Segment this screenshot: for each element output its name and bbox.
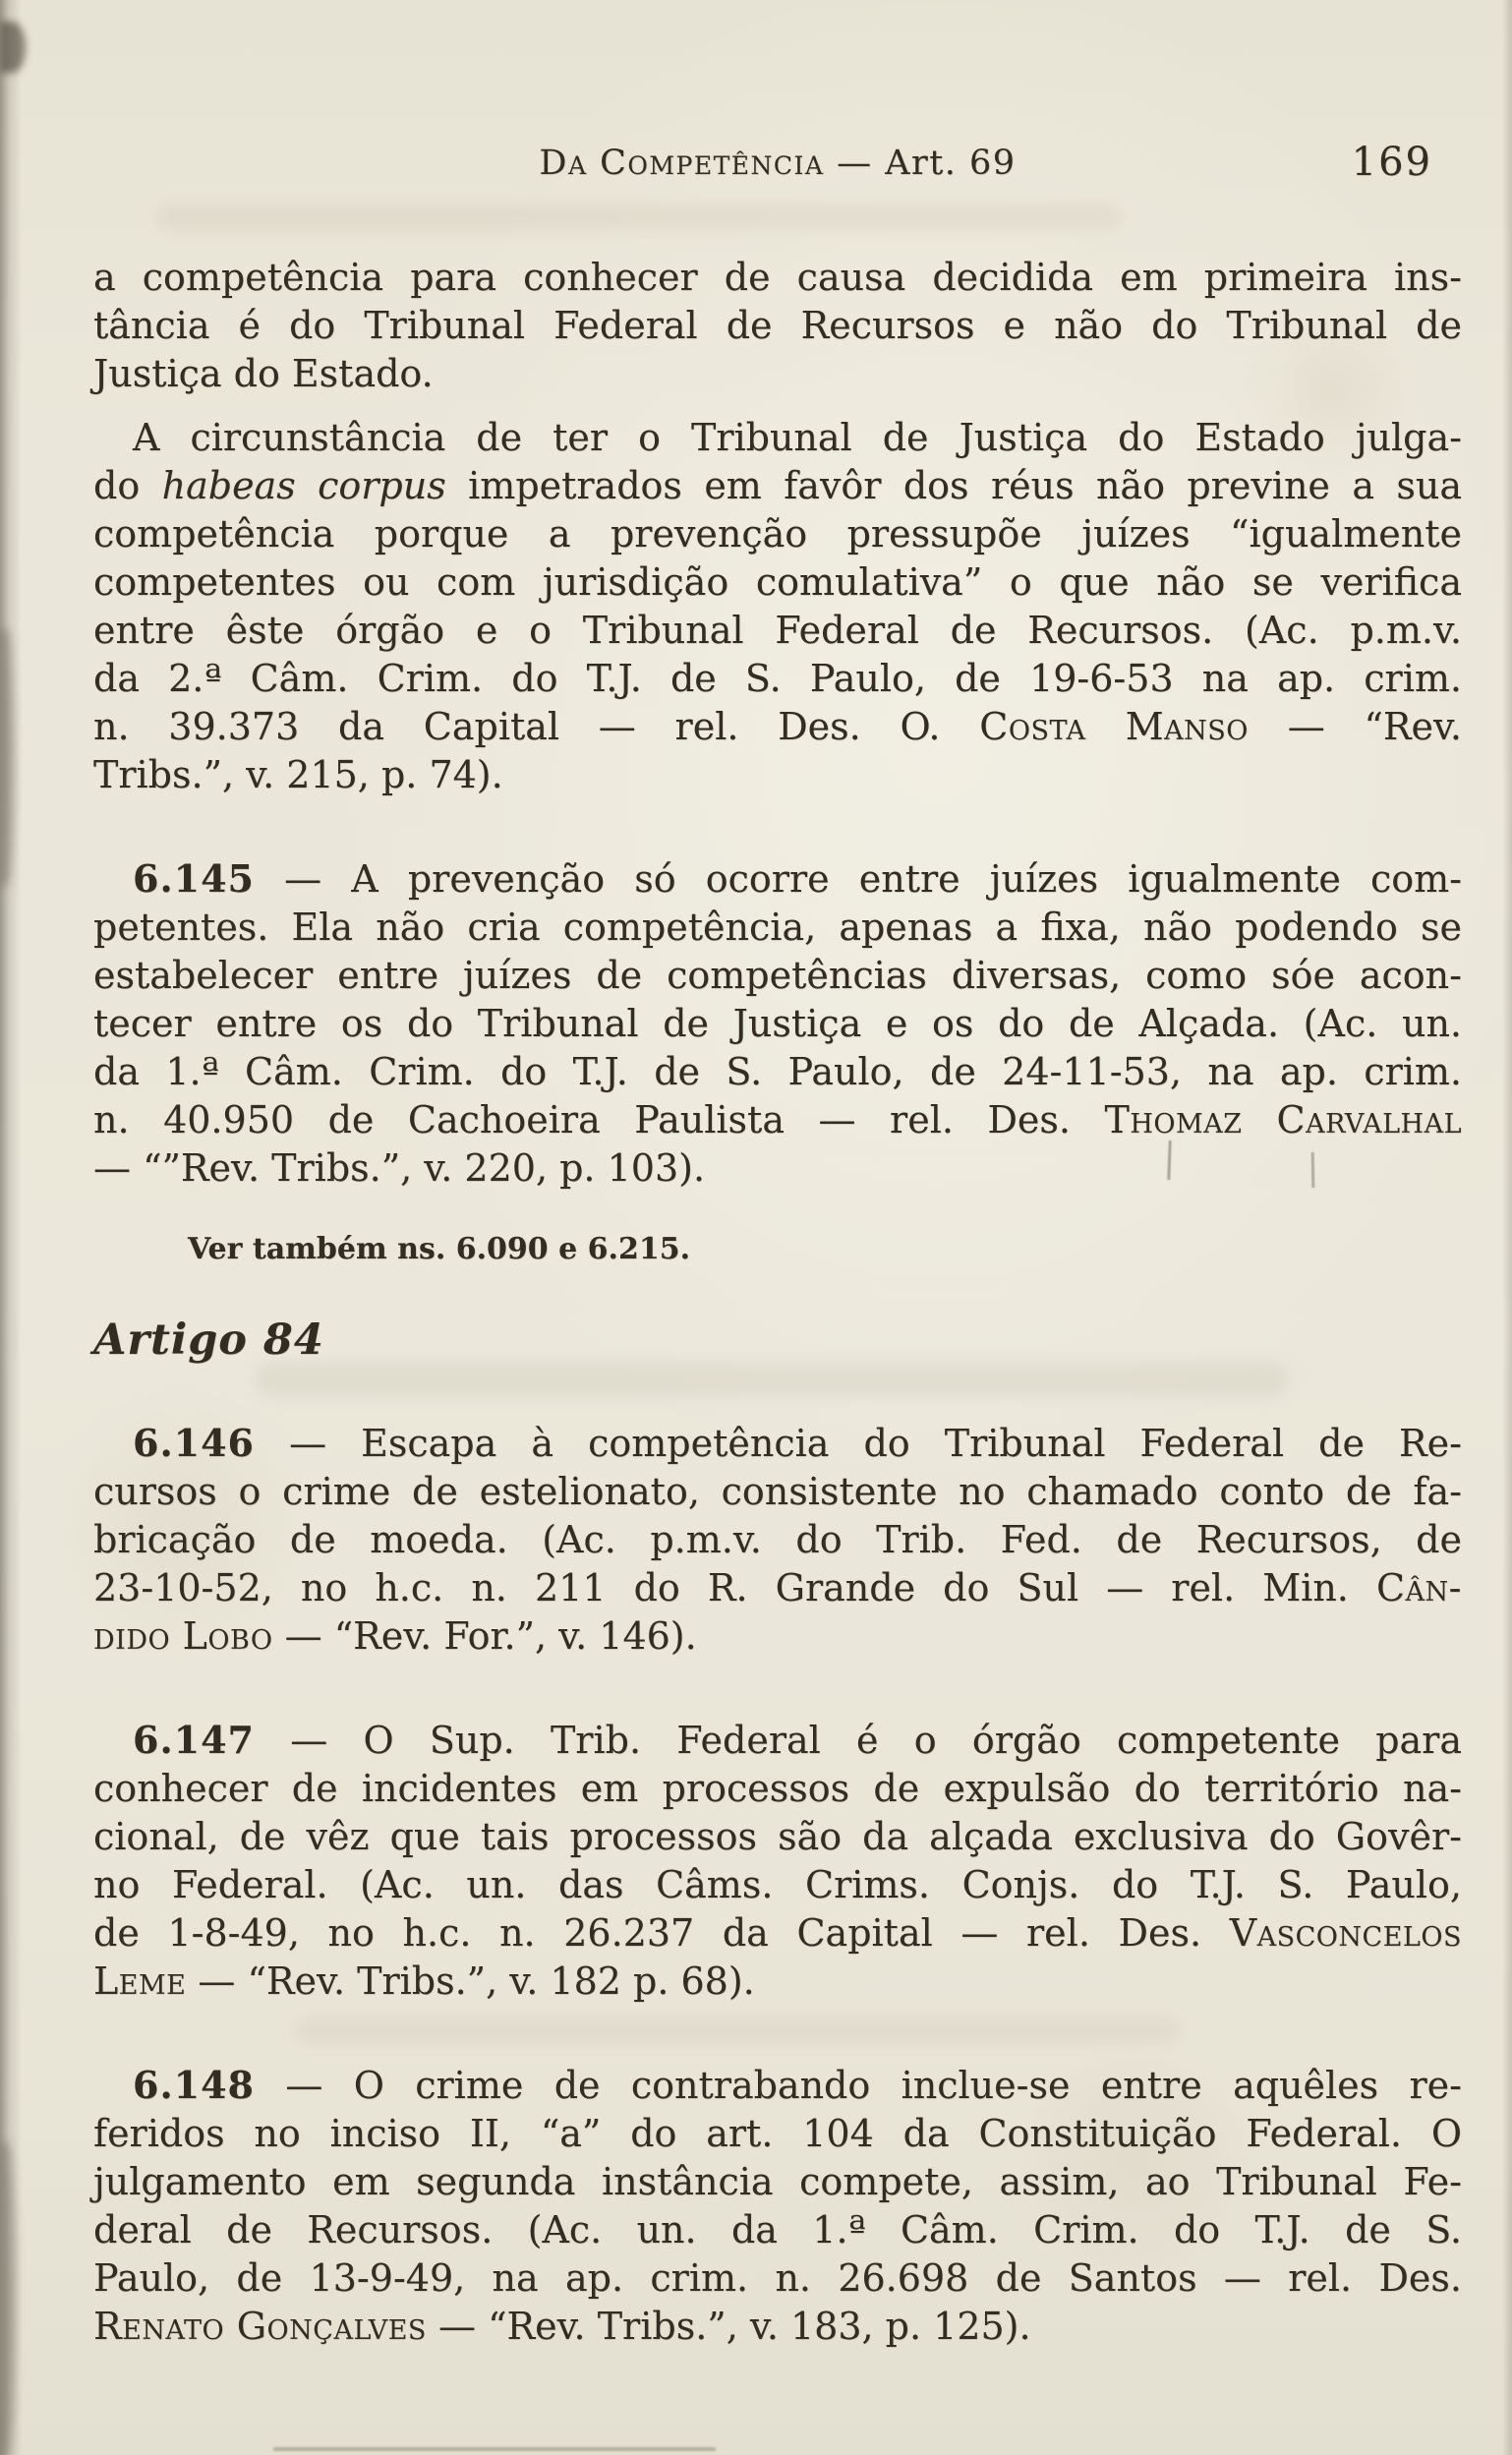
text-segment: — “Rev. Tribs.”, v. 182 p. 68). (186, 1959, 755, 2003)
text-segment: no Federal. (Ac. un. das Câms. Crims. Conjs. do T.J. S. Paulo, (93, 1863, 1462, 1906)
text-segment: A circunstância de ter o Tribunal de Justiça do Estado julga- (133, 416, 1462, 459)
section-6146-line-1 (93, 1419, 1462, 1468)
text-segment: — O Sup. Trib. Federal é o órgão competente para (255, 1719, 1462, 1762)
paragraph-continuation-line-1 (93, 254, 1462, 302)
paragraph-habeas-corpus-line-7 (93, 703, 1462, 751)
section-6145-line-6 (93, 1096, 1462, 1144)
text-segment: — Escapa à competência do Tribunal Federal de Re- (255, 1422, 1462, 1465)
running-title-article: — Art. 69 (824, 144, 1017, 183)
text-segment: tância é do Tribunal Federal de Recursos e não do Tribunal de (93, 304, 1462, 347)
text-segment: 23-10-52, no h.c. n. 211 do R. Grande do Sul — rel. Min. (93, 1566, 1376, 1609)
paragraph-habeas-corpus-line-4 (93, 558, 1462, 607)
paragraph-habeas-corpus (93, 414, 1462, 799)
paragraph-habeas-corpus-line-6 (93, 655, 1462, 703)
text-segment: 6.148 (133, 2063, 255, 2107)
text-segment: competentes ou com jurisdição comulativa” o que não se verifica (93, 560, 1462, 604)
section-6145-line-1 (93, 854, 1462, 904)
text-segment: dido Lobo (93, 1614, 273, 1658)
paragraph-continuation-line-2 (93, 302, 1462, 350)
section-6145-line-4 (93, 1000, 1462, 1048)
text-segment: Costa Manso (979, 705, 1249, 748)
text-segment: competência porque a prevenção pressupõe juízes “igualmente (93, 512, 1462, 555)
running-title (93, 144, 1462, 183)
article-heading-line-1 (93, 1315, 1462, 1366)
section-6147-line-1 (93, 1716, 1462, 1765)
text-segment: impetrados em favôr dos réus não previne a sua (445, 464, 1462, 507)
section-6148-line-5 (93, 2254, 1462, 2303)
scan-edge-smudge (0, 2143, 16, 2455)
section-6145-line-5 (93, 1048, 1462, 1096)
paragraph-habeas-corpus-line-1 (93, 414, 1462, 462)
text-segment: n. 40.950 de Cachoeira Paulista — rel. Des. (93, 1098, 1105, 1141)
paragraph-habeas-corpus-line-8 (93, 751, 1462, 799)
text-segment: — A prevenção só ocorre entre juízes igualmente com- (255, 857, 1462, 901)
text-segment: Paulo, de 13-9-49, na ap. crim. n. 26.698 de Santos — rel. Des. (93, 2256, 1462, 2300)
section-6147-line-6 (93, 1958, 1462, 2006)
section-6145-line-3 (93, 952, 1462, 1000)
section-6148-line-1 (93, 2061, 1462, 2110)
paragraph-continuation (93, 254, 1462, 398)
scan-left-edge-shadow (0, 0, 22, 2455)
text-segment: a competência para conhecer de causa decidida em primeira ins- (93, 256, 1462, 299)
text-segment: — “”Rev. Tribs.”, v. 220, p. 103). (93, 1146, 706, 1190)
section-6145 (93, 854, 1462, 1193)
text-segment: estabelecer entre juízes de competências diversas, como sóe acon- (93, 954, 1462, 997)
section-6146-line-3 (93, 1516, 1462, 1564)
text-segment: habeas corpus (161, 464, 446, 507)
text-segment: — “Rev. For.”, v. 146). (272, 1614, 697, 1658)
text-segment: cursos o crime de estelionato, consistente no chamado conto de fa- (93, 1470, 1462, 1513)
cross-reference-note (93, 1230, 1462, 1269)
text-segment: tecer entre os do Tribunal de Justiça e os do de Alçada. (Ac. un. (93, 1002, 1462, 1045)
text-segment: Justiça do Estado. (93, 352, 434, 395)
text-segment: Tribs.”, v. 215, p. 74). (93, 753, 503, 796)
text-segment: petentes. Ela não cria competência, apenas a fixa, não podendo se (93, 906, 1462, 949)
article-heading (93, 1315, 1462, 1366)
text-segment: 6.147 (133, 1718, 255, 1762)
cross-reference-note-line-1 (93, 1230, 1462, 1269)
section-6147-line-3 (93, 1813, 1462, 1861)
text-segment: — “Rev. (1248, 705, 1463, 748)
section-6148-line-4 (93, 2206, 1462, 2254)
page-header (93, 140, 1462, 195)
text-segment: Artigo 84 (93, 1315, 324, 1365)
page-number: 169 (1351, 140, 1432, 185)
text-segment: 6.146 (133, 1421, 255, 1465)
paragraph-continuation-line-3 (93, 350, 1462, 398)
section-6148-line-3 (93, 2158, 1462, 2206)
text-segment: da 2.ª Câm. Crim. do T.J. de S. Paulo, de 19-6-53 na ap. crim. (93, 657, 1462, 700)
running-title-text: Da Competência (539, 144, 825, 183)
text-segment: de 1-8-49, no h.c. n. 26.237 da Capital — rel. Des. (93, 1911, 1230, 1955)
ink-bleedthrough-artifact (157, 205, 1121, 230)
section-6146 (93, 1419, 1462, 1661)
text-segment: cional, de vêz que tais processos são da alçada exclusiva do Govêr- (93, 1815, 1462, 1858)
text-segment: feridos no inciso II, “a” do art. 104 da Constituição Federal. O (93, 2112, 1462, 2155)
scan-right-edge-shadow (1502, 0, 1512, 2455)
text-segment: Vasconcelos (1229, 1911, 1462, 1955)
section-6148 (93, 2061, 1462, 2351)
text-segment: deral de Recursos. (Ac. un. da 1.ª Câm. Crim. do T.J. de S. (93, 2208, 1462, 2251)
text-segment: julgamento em segunda instância compete, assim, ao Tribunal Fe- (93, 2160, 1462, 2203)
text-segment: conhecer de incidentes em processos de expulsão do território na- (93, 1767, 1462, 1810)
section-6145-line-7 (93, 1144, 1462, 1193)
text-segment: Cân- (1375, 1566, 1462, 1609)
section-6148-line-2 (93, 2110, 1462, 2158)
section-6147-line-2 (93, 1765, 1462, 1813)
text-column (93, 254, 1462, 2351)
text-segment: 6.145 (133, 856, 255, 901)
section-6147-line-4 (93, 1861, 1462, 1909)
section-6146-line-2 (93, 1468, 1462, 1516)
section-6148-line-6 (93, 2303, 1462, 2351)
text-segment: da 1.ª Câm. Crim. do T.J. de S. Paulo, de 24-11-53, na ap. crim. (93, 1050, 1462, 1093)
text-segment: — O crime de contrabando inclue-se entre aquêles re- (255, 2064, 1462, 2107)
text-segment: n. 39.373 da Capital — rel. Des. O. (93, 705, 980, 748)
text-segment: entre êste órgão e o Tribunal Federal de Recursos. (Ac. p.m.v. (93, 609, 1462, 652)
paragraph-habeas-corpus-line-3 (93, 510, 1462, 558)
text-segment: Renato Gonçalves (93, 2305, 427, 2348)
partial-rule-artifact (273, 2447, 716, 2451)
text-segment: do (93, 464, 162, 507)
section-6147 (93, 1716, 1462, 2006)
text-segment: Leme (93, 1959, 187, 2003)
section-6147-line-5 (93, 1909, 1462, 1958)
paragraph-habeas-corpus-line-2 (93, 462, 1462, 510)
section-6146-line-5 (93, 1612, 1462, 1661)
paragraph-habeas-corpus-line-5 (93, 607, 1462, 655)
scan-edge-smudge (0, 629, 14, 885)
section-6145-line-2 (93, 904, 1462, 952)
text-segment: Thomaz Carvalhal (1104, 1098, 1462, 1141)
text-segment: bricação de moeda. (Ac. p.m.v. do Trib. Fed. de Recursos, de (93, 1518, 1462, 1561)
text-segment: — “Rev. Tribs.”, v. 183, p. 125). (426, 2305, 1031, 2348)
text-segment: Ver também ns. 6.090 e 6.215. (188, 1232, 691, 1266)
section-6146-line-4 (93, 1564, 1462, 1612)
scan-edge-smudge (0, 22, 26, 73)
